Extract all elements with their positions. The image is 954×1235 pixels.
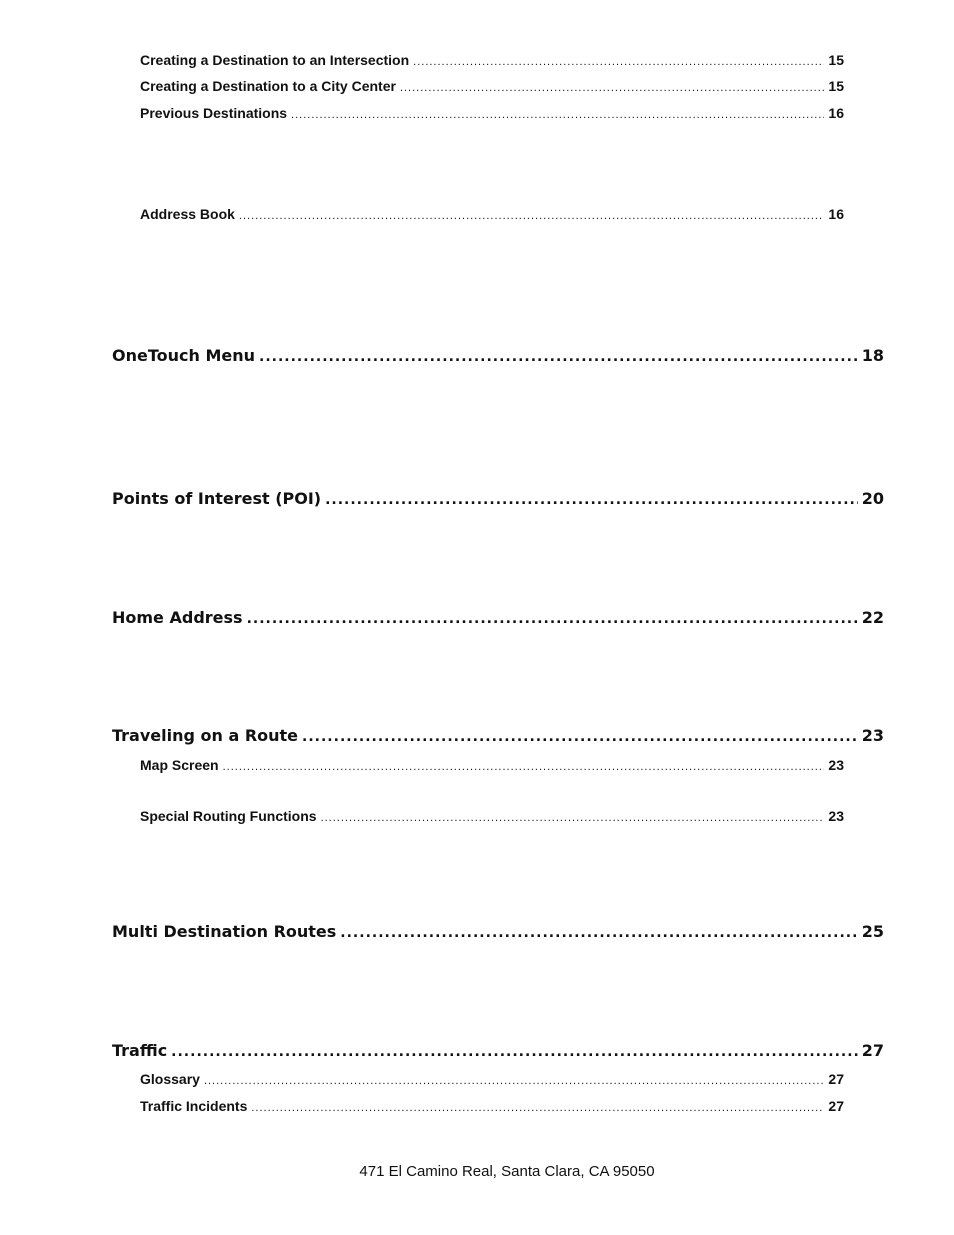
dot-leader	[325, 492, 858, 508]
toc-entry-page: 27	[828, 1071, 844, 1087]
toc-entry-label: Points of Interest (POI)	[112, 489, 322, 508]
toc-entry-points-of-interest[interactable]	[112, 489, 884, 508]
toc-entry-label: Traffic	[112, 1041, 168, 1060]
footer-address: 471 El Camino Real, Santa Clara, CA 95050	[359, 1163, 655, 1180]
toc-entry-label: Home Address	[112, 608, 243, 627]
toc-entry-creating-destination-intersection[interactable]	[140, 52, 844, 68]
dot-leader	[247, 611, 858, 627]
toc-entry-address-book[interactable]	[140, 206, 844, 222]
toc-entry-label: Glossary	[140, 1071, 200, 1087]
toc-entry-page: 20	[861, 489, 884, 508]
toc-entry-page: 23	[828, 808, 844, 824]
toc-entry-label: Traffic Incidents	[140, 1098, 248, 1114]
toc-entry-traffic[interactable]	[112, 1041, 884, 1060]
dot-leader	[259, 349, 858, 365]
dot-leader	[251, 1102, 824, 1114]
toc-entry-creating-destination-city-center[interactable]	[140, 78, 844, 94]
toc-entry-multi-destination-routes[interactable]	[112, 922, 884, 941]
dot-leader	[321, 812, 825, 824]
toc-entry-special-routing-functions[interactable]	[140, 808, 844, 824]
dot-leader	[204, 1075, 824, 1087]
dot-leader	[340, 925, 857, 941]
dot-leader	[171, 1044, 858, 1060]
toc-entry-map-screen[interactable]	[140, 757, 844, 773]
toc-entry-onetouch-menu[interactable]	[112, 346, 884, 365]
toc-entry-traveling-on-a-route[interactable]	[112, 726, 884, 745]
dot-leader	[239, 210, 825, 222]
toc-entry-page: 23	[828, 757, 844, 773]
dot-leader	[413, 56, 824, 68]
toc-entry-label: Address Book	[140, 206, 235, 222]
toc-entry-glossary[interactable]	[140, 1071, 844, 1087]
toc-entry-label: Creating a Destination to an Intersection	[140, 52, 410, 68]
toc-entry-page: 27	[828, 1098, 844, 1114]
toc-entry-page: 15	[828, 78, 844, 94]
toc-entry-traffic-incidents[interactable]	[140, 1098, 844, 1114]
toc-entry-label: Traveling on a Route	[112, 726, 299, 745]
toc-entry-page: 23	[861, 726, 884, 745]
toc-entry-page: 25	[861, 922, 884, 941]
toc-entry-page: 16	[828, 105, 844, 121]
dot-leader	[223, 761, 825, 773]
dot-leader	[302, 729, 858, 745]
toc-entry-page: 22	[861, 608, 884, 627]
toc-entry-page: 16	[828, 206, 844, 222]
toc-entry-label: Multi Destination Routes	[112, 922, 337, 941]
toc-entry-previous-destinations[interactable]	[140, 105, 844, 121]
toc-entry-page: 18	[861, 346, 884, 365]
toc-entry-label: Previous Destinations	[140, 105, 288, 121]
toc-entry-home-address[interactable]	[112, 608, 884, 627]
dot-leader	[291, 109, 824, 121]
toc-entry-label: Map Screen	[140, 757, 219, 773]
dot-leader	[400, 82, 824, 94]
toc-entry-page: 27	[861, 1041, 884, 1060]
toc-entry-label: Creating a Destination to a City Center	[140, 78, 396, 94]
toc-entry-page: 15	[828, 52, 844, 68]
toc-entry-label: OneTouch Menu	[112, 346, 256, 365]
toc-entry-label: Special Routing Functions	[140, 808, 317, 824]
